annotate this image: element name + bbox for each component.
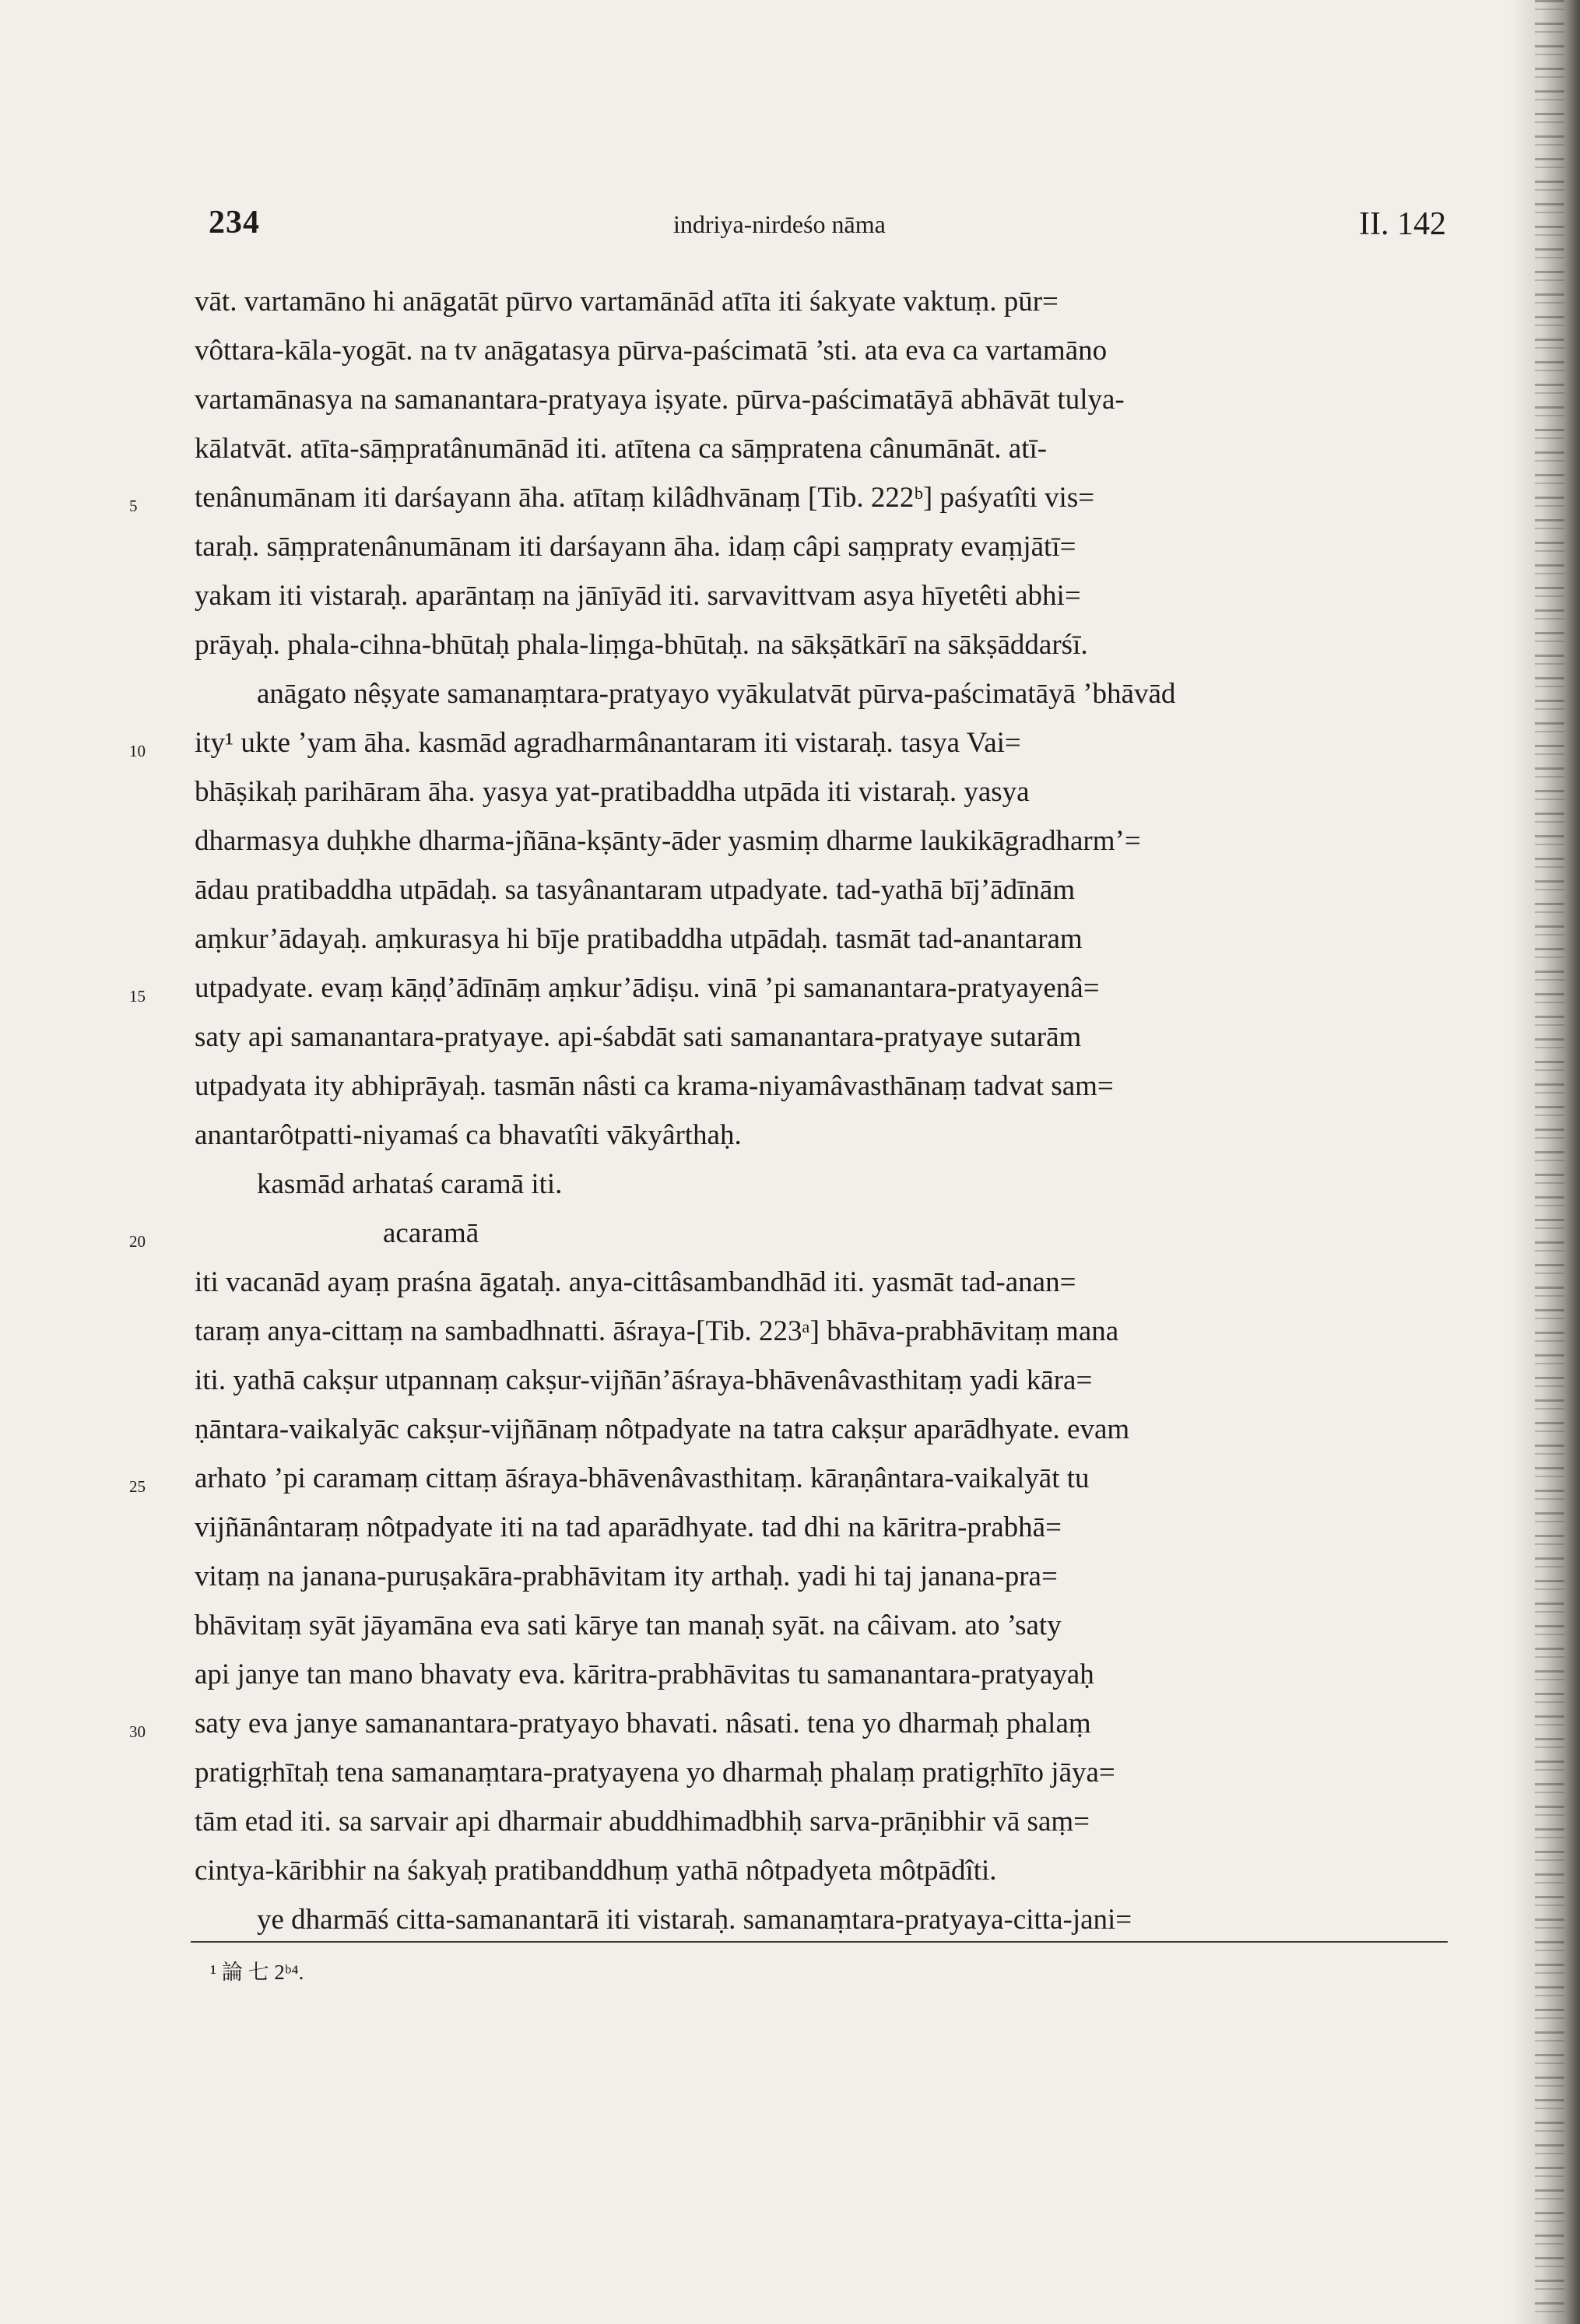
line-text: ādau pratibaddha utpādaḥ. sa tasyânantaram utpadyate. tad-yathā bīj’ādīnām	[195, 874, 1076, 906]
line-text: iti. yathā cakṣur utpannaṃ cakṣur-vijñān’āśraya-bhāvenâvasthitaṃ yadi kāra=	[195, 1364, 1093, 1396]
line-number: 20	[129, 1232, 146, 1251]
text-line	[0, 1118, 1526, 1167]
line-text: vôttara-kāla-yogāt. na tv anāgatasya pūrva-paścimatā ’sti. ata eva ca vartamāno	[195, 335, 1108, 367]
text-line	[0, 628, 1526, 677]
line-text: acaramā	[383, 1217, 479, 1249]
text-line	[0, 1266, 1526, 1315]
line-text: bhāṣikaḥ parihāram āha. yasya yat-pratibaddha utpāda iti vistaraḥ. yasya	[195, 776, 1030, 808]
text-line	[0, 334, 1526, 383]
line-text: utpadyate. evaṃ kāṇḍ’ādīnāṃ aṃkur’ādiṣu. vinā ’pi samanantara-pratyayenâ=	[195, 972, 1100, 1004]
line-text: anāgato nêṣyate samanaṃtara-pratyayo vyākulatvāt pūrva-paścimatāyā ’bhāvād	[257, 678, 1176, 710]
page-header	[0, 204, 1526, 266]
text-body	[0, 285, 1526, 1952]
line-text: vitaṃ na janana-puruṣakāra-prabhāvitam ity arthaḥ. yadi hi taj janana-pra=	[195, 1560, 1058, 1592]
section-reference: II. 142	[1359, 206, 1446, 242]
line-text: pratigṛhītaḥ tena samanaṃtara-pratyayena yo dharmaḥ phalaṃ pratigṛhīto jāya=	[195, 1757, 1115, 1789]
text-line	[0, 971, 1526, 1020]
page-number: 234	[209, 205, 260, 240]
line-text: tenânumānam iti darśayann āha. atītaṃ kilâdhvānaṃ [Tib. 222ᵇ] paśyatîti vis=	[195, 482, 1095, 514]
text-line	[0, 1511, 1526, 1560]
text-line	[0, 1364, 1526, 1413]
text-line	[0, 579, 1526, 628]
text-line	[0, 1854, 1526, 1903]
line-number: 30	[129, 1722, 146, 1741]
footnote: ¹ 論 七 2ᵇ⁴.	[210, 1961, 304, 1984]
line-text: anantarôtpatti-niyamaś ca bhavatîti vākyârthaḥ.	[195, 1119, 742, 1151]
text-line	[0, 1020, 1526, 1069]
line-text: cintya-kāribhir na śakyaḥ pratibanddhuṃ yathā nôtpadyeta môtpādîti.	[195, 1855, 997, 1887]
page-edge-texture	[1535, 0, 1564, 2324]
line-text: iti vacanād ayaṃ praśna āgataḥ. anya-cittâsambandhād iti. yasmāt tad-anan=	[195, 1266, 1076, 1298]
line-text: ity¹ ukte ’yam āha. kasmād agradharmânantaram iti vistaraḥ. tasya Vai=	[195, 727, 1021, 759]
text-line	[0, 1658, 1526, 1707]
text-line	[0, 1167, 1526, 1216]
footnote-divider	[191, 1941, 1448, 1943]
line-number: 10	[129, 742, 146, 760]
line-text: api janye tan mano bhavaty eva. kāritra-prabhāvitas tu samanantara-pratyayaḥ	[195, 1659, 1094, 1690]
line-text: prāyaḥ. phala-cihna-bhūtaḥ phala-liṃga-bhūtaḥ. na sākṣātkārī na sākṣāddarśī.	[195, 629, 1088, 661]
text-line	[0, 1560, 1526, 1609]
line-number: 25	[129, 1477, 146, 1496]
text-line	[0, 677, 1526, 726]
running-title: indriya-nirdeśo nāma	[673, 210, 886, 238]
text-line	[0, 824, 1526, 873]
text-line	[0, 1756, 1526, 1805]
line-text: dharmasya duḥkhe dharma-jñāna-kṣānty-āder yasmiṃ dharme laukikāgradharm’=	[195, 825, 1141, 857]
line-text: vartamānasya na samanantara-pratyaya iṣyate. pūrva-paścimatāyā abhāvāt tulya-	[195, 384, 1125, 416]
text-line	[0, 1805, 1526, 1854]
text-line	[0, 1216, 1526, 1266]
line-text: utpadyata ity abhiprāyaḥ. tasmān nâsti ca krama-niyamâvasthānaṃ tadvat sam=	[195, 1070, 1114, 1102]
line-text: ye dharmāś citta-samanantarā iti vistaraḥ. samanaṃtara-pratyaya-citta-jani=	[257, 1904, 1132, 1936]
line-number: 5	[129, 497, 138, 515]
text-line	[0, 530, 1526, 579]
text-line	[0, 1069, 1526, 1118]
text-line	[0, 1413, 1526, 1462]
text-line	[0, 922, 1526, 971]
text-line	[0, 481, 1526, 530]
line-text: saty api samanantara-pratyaye. api-śabdāt sati samanantara-pratyaye sutarām	[195, 1021, 1082, 1053]
text-line	[0, 726, 1526, 775]
line-text: ṇāntara-vaikalyāc cakṣur-vijñānaṃ nôtpadyate na tatra cakṣur aparādhyate. evam	[195, 1413, 1130, 1445]
text-line	[0, 873, 1526, 922]
text-line	[0, 383, 1526, 432]
line-number: 15	[129, 987, 146, 1006]
line-text: kālatvāt. atīta-sāṃpratânumānād iti. atītena ca sāṃpratena cânumānāt. atī-	[195, 433, 1048, 465]
line-text: yakam iti vistaraḥ. aparāntaṃ na jānīyād iti. sarvavittvam asya hīyetêti abhi=	[195, 580, 1081, 612]
line-text: vijñānântaraṃ nôtpadyate iti na tad aparādhyate. tad dhi na kāritra-prabhā=	[195, 1511, 1062, 1543]
text-line	[0, 1903, 1526, 1952]
line-text: taraḥ. sāṃpratenânumānam iti darśayann āha. idaṃ câpi saṃpraty evaṃjātī=	[195, 531, 1076, 563]
text-line	[0, 1315, 1526, 1364]
line-text: tām etad iti. sa sarvair api dharmair abuddhimadbhiḥ sarva-prāṇibhir vā saṃ=	[195, 1806, 1090, 1838]
line-text: aṃkur’ādayaḥ. aṃkurasya hi bīje pratibaddha utpādaḥ. tasmāt tad-anantaram	[195, 923, 1083, 955]
line-text: kasmād arhataś caramā iti.	[257, 1168, 563, 1200]
line-text: arhato ’pi caramaṃ cittaṃ āśraya-bhāvenâvasthitaṃ. kāraṇântara-vaikalyāt tu	[195, 1462, 1090, 1494]
text-line	[0, 775, 1526, 824]
text-line	[0, 432, 1526, 481]
text-line	[0, 1462, 1526, 1511]
line-text: bhāvitaṃ syāt jāyamāna eva sati kārye tan manaḥ syāt. na câivam. ato ’saty	[195, 1610, 1062, 1641]
text-line	[0, 1609, 1526, 1658]
line-text: saty eva janye samanantara-pratyayo bhavati. nâsati. tena yo dharmaḥ phalaṃ	[195, 1708, 1091, 1739]
line-text: vāt. vartamāno hi anāgatāt pūrvo vartamānād atīta iti śakyate vaktuṃ. pūr=	[195, 286, 1059, 318]
text-line	[0, 285, 1526, 334]
line-text: taraṃ anya-cittaṃ na sambadhnatti. āśraya-[Tib. 223ᵃ] bhāva-prabhāvitaṃ mana	[195, 1315, 1119, 1347]
text-line	[0, 1707, 1526, 1756]
